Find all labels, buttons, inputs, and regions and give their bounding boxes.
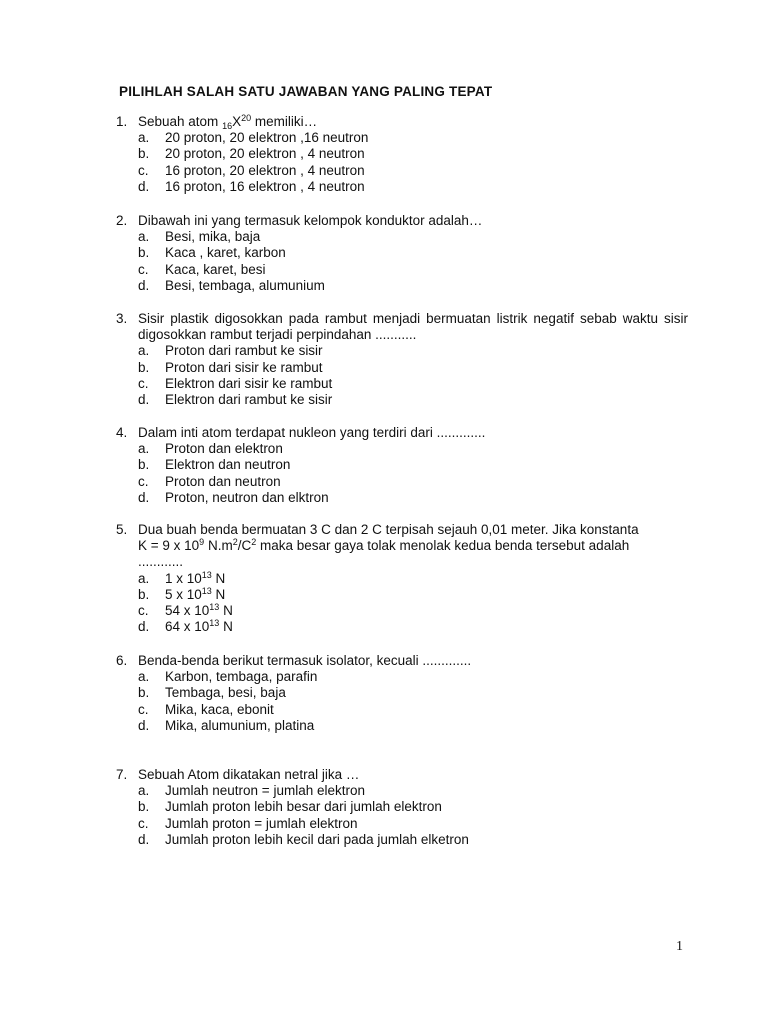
atomic-number: 16 [222, 121, 233, 131]
question-text [138, 522, 688, 571]
option-c: c. 54 x $10^{13}$ N [138, 602, 233, 619]
option-a: a. Besi, mika, baja [138, 229, 261, 245]
question-3 [116, 311, 688, 408]
option-d: d. Jumlah proton lebih kecil dari pada jumlah elketron [138, 831, 469, 847]
question-5 [116, 522, 688, 635]
option-a: a. 20 proton, 20 elektron ,16 neutron [138, 130, 369, 146]
mass-number: 20 [241, 113, 252, 123]
option-c: c. Elektron dari sisir ke rambut [138, 375, 333, 391]
option-d: d. Mika, alumunium, platina [138, 717, 315, 733]
option-c: c. Kaca, karet, besi [138, 261, 266, 277]
option-d: d. Proton, neutron dan elktron [138, 489, 329, 505]
option-d: d. Elektron dari rambut ke sisir [138, 392, 333, 408]
option-d: d. Besi, tembaga, alumunium [138, 277, 325, 293]
option-b: b. 5 x $10^{13}$ N [138, 585, 226, 602]
question-number: 4. [116, 425, 128, 440]
question-number: 3. [116, 311, 128, 326]
question-text: Sisir plastik digosokkan pada rambut menjadi bermuatan listrik negatif sebab waktu sisir digosokkan rambut terjadi perpindahan ........... [138, 311, 688, 343]
question-text: Dalam inti atom terdapat nukleon yang terdiri dari ............. [138, 425, 486, 440]
option-c: c. Proton dan neutron [138, 473, 281, 489]
question-text: Sebuah Atom dikatakan netral jika … [138, 767, 360, 782]
question-text: Benda-benda berikut termasuk isolator, kecuali ............. [138, 653, 472, 668]
option-b: b. Jumlah proton lebih besar dari jumlah elektron [138, 799, 442, 815]
option-b: b. Kaca , karet, karbon [138, 245, 286, 261]
option-a: a. Karbon, tembaga, parafin [138, 669, 318, 685]
option-b: b. 20 proton, 20 elektron , 4 neutron [138, 146, 365, 162]
question-1 [116, 114, 688, 195]
option-a: a. Jumlah neutron = jumlah elektron [138, 783, 365, 799]
page-title: PILIHLAH SALAH SATU JAWABAN YANG PALING TEPAT [119, 84, 493, 99]
question-text: Dibawah ini yang termasuk kelompok konduktor adalah… [138, 213, 483, 228]
question-number: 6. [116, 653, 128, 668]
option-a: a. Proton dan elektron [138, 441, 283, 457]
question-number: 5. [116, 522, 128, 537]
question-7 [116, 767, 688, 848]
page-number: 1 [676, 939, 683, 954]
option-d: d. 64 x $10^{13}$ N [138, 618, 233, 635]
question-number: 7. [116, 767, 128, 782]
option-a: a. Proton dari rambut ke sisir [138, 343, 323, 359]
question-number: 1. [116, 114, 128, 129]
question-text: Sebuah atom $_{16}X^{20}$ memiliki… [138, 113, 318, 131]
option-c: c. Jumlah proton = jumlah elektron [138, 815, 358, 831]
question-text-line: Dua buah benda bermuatan 3 C dan 2 C terpisah sejauh 0,01 meter. Jika konstanta [138, 522, 639, 537]
question-4 [116, 425, 688, 506]
coulomb-constant-line: K = 9 x $10^9$ $N.m^2/C^2$ maka besar gaya tolak menolak kedua benda tersebut adalah [138, 537, 630, 554]
option-d: d. 16 proton, 16 elektron , 4 neutron [138, 178, 365, 194]
option-b: b. Tembaga, besi, baja [138, 685, 286, 701]
question-6 [116, 653, 688, 734]
question-2 [116, 213, 688, 294]
option-a: a. 1 x $10^{13}$ N [138, 569, 226, 586]
option-c: c. Mika, kaca, ebonit [138, 701, 274, 717]
element-symbol: X [232, 114, 242, 129]
question-text-line: ............ [138, 554, 184, 570]
question-number: 2. [116, 213, 128, 228]
option-b: b. Elektron dan neutron [138, 457, 291, 473]
option-b: b. Proton dari sisir ke rambut [138, 359, 323, 375]
option-c: c. 16 proton, 20 elektron , 4 neutron [138, 162, 365, 178]
